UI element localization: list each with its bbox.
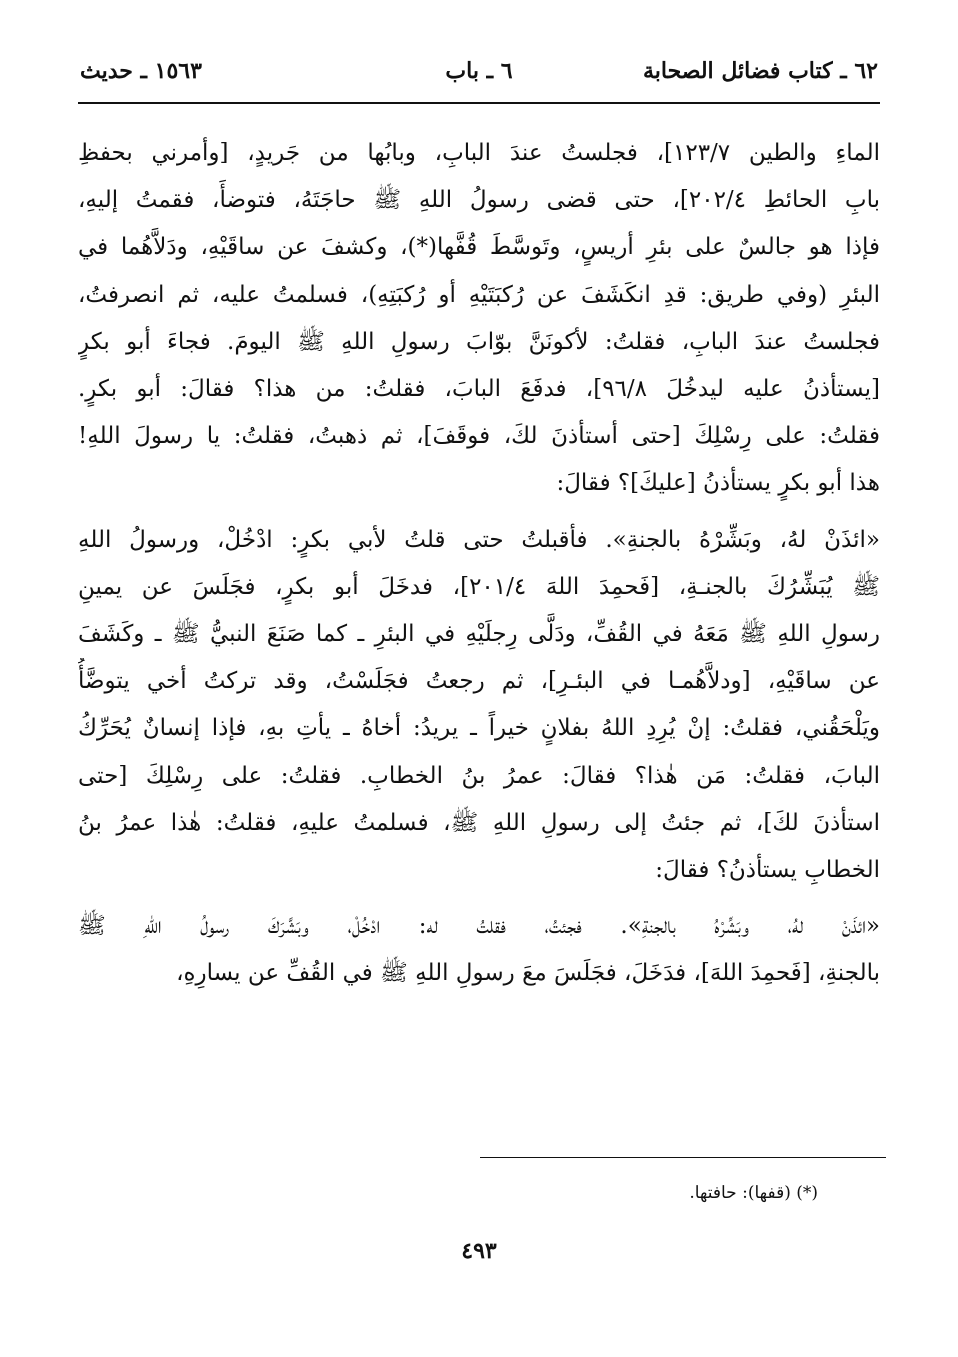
page-number: ٤٩٣ xyxy=(461,1238,497,1264)
text-line: بالجنةِ، [فَحمِدَ اللهَ]، فدَخَلَ، فجَلَسَ معَ رسولِ اللهِ ﷺ في القُفِّ عن يسارِهِ، xyxy=(176,960,880,987)
paragraph xyxy=(78,517,880,895)
paragraph xyxy=(78,903,880,997)
text-line: ويَلْحَقُني، فقلتُ: إنْ يُرِدِ اللهُ بفلانٍ خيراً ـ يريدُ: أخاهُ ـ يأتِ بهِ، فإذا إنسانٌ يُحَرِّكُ xyxy=(78,715,880,742)
hadith-reference: ١٥٦٣ ـ حديث xyxy=(80,58,202,84)
text-line: فجلستُ عندَ البابِ، فقلتُ: لأكونَنَّ بوّابَ رسولِ اللهِ ﷺ اليومَ. فجاءَ أبو بكرٍ xyxy=(78,328,880,355)
paragraph-gap xyxy=(78,508,880,517)
book-title: ٦٢ ـ كتاب فضائل الصحابة xyxy=(642,58,878,84)
text-line: الخطابِ يستأذنُ؟ فقالَ: xyxy=(655,857,880,884)
text-line: عن ساقَيْهِ، [ودلاَّهُمـا في البئـرِ]، ثم رجعتُ فجَلَسْتُ، وقد تركتُ أخي يتوضَّأُ xyxy=(78,668,880,695)
text-line: «ائذَنْ لهُ، وبَشِّرْهُ بالجنةِ». فأقبلتُ حتى قلتُ لأبي بكرٍ: ادْخُلْ، ورسولُ اللهِ xyxy=(78,526,880,553)
text-line: البئرِ (وفي طريق: قدِ انكَشَفَ عن رُكبَتَيْهِ أو رُكبَتِهِ)، فسلمتُ عليه، ثم انصرفتُ، xyxy=(78,281,880,308)
text-line: «ائذَنْ لهُ، وبَشِّرْهُ بالجنةِ». فجئتُ، فقلتُ له: ادْخُلْ، وبَشَّرَكَ رسولُ اللهِ ﷺ xyxy=(78,913,880,940)
text-line: بابِ الحائطِ ٢٠٢/٤]، حتى قضى رسولُ اللهِ ﷺ حاجَتَهُ، فتوضأَ، فقمتُ إليهِ، xyxy=(78,187,880,214)
paragraph-gap xyxy=(78,894,880,903)
text-line: البابَ، فقلتُ: مَن هٰذا؟ فقالَ: عمرُ بنُ الخطابِ. فقلتُ: على رِسْلِكَ [حتى xyxy=(78,762,880,789)
text-line: [يستأذنُ عليه ليدخُلَ ٩٦/٨]، فدفَعَ البابَ، فقلتُ: من هذا؟ فقالَ: أبو بكرٍ. xyxy=(78,376,880,403)
text-line: رسولِ اللهِ ﷺ مَعَهُ في القُفِّ، ودَلَّى رِجلَيْهِ في البئرِ ـ كما صَنَعَ النبيُّ ﷺ ـ وكَشَفَ xyxy=(78,621,880,648)
paragraph xyxy=(78,130,880,508)
header-divider xyxy=(78,102,880,104)
text-line: الماءِ والطين ١٢٣/٧]، فجلستُ عندَ البابِ، وبابُها من جَريدٍ، [وأمرني بحفظِ xyxy=(78,140,880,166)
footnote-divider xyxy=(480,1157,886,1158)
text-line: استأذنَ لكَ]، ثم جئتُ إلى رسولِ اللهِ ﷺ، فسلمتُ عليهِ، فقلتُ: هٰذا عمرُ بنُ xyxy=(78,809,880,836)
text-line: هذا أبو بكرٍ يستأذنُ [عليكَ]؟ فقالَ: xyxy=(556,470,880,497)
text-line: ﷺ يُبَشِّرُكَ بالجنـةِ، [فَحمِدَ اللهَ ٢٠١/٤]، فدخَلَ أبو بكرٍ، فجَلَسَ عن يمينِ xyxy=(78,573,880,600)
page-header xyxy=(80,58,878,98)
text-line: فإذا هو جالسٌ على بئرِ أريسٍ، وتَوسَّطَ قُفَّها(*)، وكشفَ عن ساقَيْهِ، ودَلاَّهُما في xyxy=(78,234,880,261)
text-line: فقلتُ: على رِسْلِكَ [حتى أستأذنَ لكَ، فوقَفَ]، ثم ذهبتُ، فقلتُ: يا رسولَ اللهِ! xyxy=(78,423,880,450)
footnote: (*) (قفها): حافتها. xyxy=(689,1183,818,1203)
body-text xyxy=(78,130,880,998)
chapter-label: ٦ ـ باب xyxy=(445,58,513,84)
